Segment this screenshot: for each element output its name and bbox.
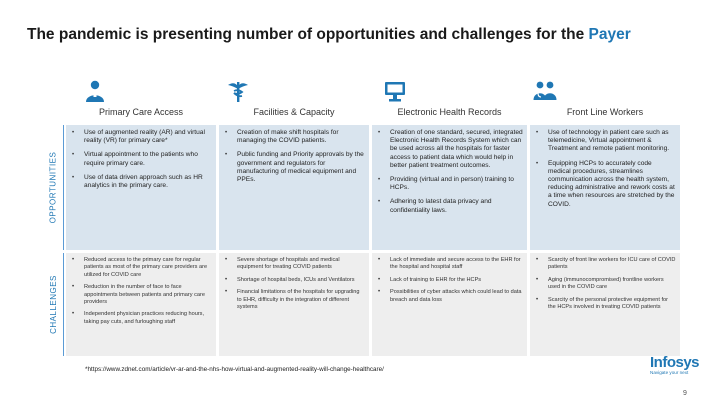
row-divider-opportunities [63,125,64,250]
footnote-link[interactable]: *https://www.zdnet.com/article/vr-ar-and-the-nhs-how-virtual-and-augmented-reality-will-change-healthcare/ [85,366,384,373]
column-header-ehr: Electronic Health Records [397,107,502,117]
challenges-label-text: CHALLENGES [48,275,58,334]
list-item: • Lack of immediate and secure access to the EHR for the hospital and hospital staff [376,257,523,272]
list-item: • Creation of make shift hospitals for managing the COVID patients. [223,129,365,145]
row-label-opportunities [44,125,62,250]
list-item: • Shortage of hospital beds, ICUs and Ventilators [223,277,365,284]
opportunities-cell-ehr [372,125,527,250]
opportunities-cell-facilities [219,125,369,250]
row-label-challenges [44,253,62,356]
opportunities-cell-primary-care [66,125,216,250]
list-item: • Use of data driven approach such as HR analytics in the primary care. [70,174,212,190]
opportunities-cell-front-line [530,125,680,250]
list-item: • Reduced access to the primary care for regular patients as most of the primary care providers are utilized for COVID care [70,257,212,279]
column-header-facilities: Facilities & Capacity [253,107,335,117]
list-item: • Public funding and Priority approvals by the government and regulators for manufacturing of medical equipment and PPEs. [223,151,365,184]
list-item: • Use of technology in patient care such as telemedicine, Virtual appointment & Treatment and remote patient monitoring. [534,129,676,154]
list-item: • Reduction in the number of face to face appointments between patients and primary care providers [70,284,212,306]
doctors-group-icon [533,80,557,102]
list-item: • Adhering to latest data privacy and confidentiality laws. [376,198,523,214]
list-item: • Possibilities of cyber attacks which could lead to data breach and data loss [376,289,523,304]
opportunities-label-text: OPPORTUNITIES [48,151,58,224]
list-item: • Independent physician practices reducing hours, taking pay cuts, and furloughing staff [70,311,212,326]
page-title [27,26,697,44]
column-header-front-line: Front Line Workers [566,107,644,117]
list-item: • Aging (immunocompromised) frontline workers used in the COVID care [534,277,676,292]
list-item: • Scarcity of front line workers for ICU care of COVID patients [534,257,676,272]
column-header-primary-care: Primary Care Access [98,107,184,117]
computer-monitor-icon [383,80,407,102]
title-text: The pandemic is presenting number of opportunities and challenges for the [27,26,589,43]
medical-caduceus-icon [226,80,250,102]
list-item: • Virtual appointment to the patients who require primary care. [70,151,212,167]
list-item: • Lack of training to EHR for the HCPs [376,277,523,284]
logo-tagline: Navigate your next [650,370,689,375]
list-item: • Providing (virtual and in person) training to HCPs. [376,176,523,192]
row-divider-challenges [63,253,64,356]
challenges-cell-ehr [372,253,527,356]
list-item: • Creation of one standard, secured, integrated Electronic Health Records System which can be used across all the hospitals for faster access to patient data which would help in better patient treatment outcomes. [376,129,523,170]
list-item: • Use of augmented reality (AR) and virtual reality (VR) for primary care* [70,129,212,145]
list-item: • Scarcity of the personal protective equipment for the HCPs involved in treating COVID patients [534,297,676,312]
person-icon [83,80,107,102]
title-highlight: Payer [588,26,631,43]
page-number: 9 [683,390,687,397]
company-logo [650,354,710,375]
challenges-cell-front-line [530,253,680,356]
challenges-cell-primary-care [66,253,216,356]
list-item: • Severe shortage of hospitals and medical equipment for treating COVID patients [223,257,365,272]
list-item: • Financial limitations of the hospitals for upgrading to EHR, difficulty in the integration of different systems [223,289,365,311]
challenges-cell-facilities [219,253,369,356]
list-item: • Equipping HCPs to accurately code medical procedures, streamlines communication across the health system, reducing administrative and rework costs at a time when resources are stretched by the COVID. [534,160,676,209]
logo-brand-text: Infosys [650,354,700,371]
